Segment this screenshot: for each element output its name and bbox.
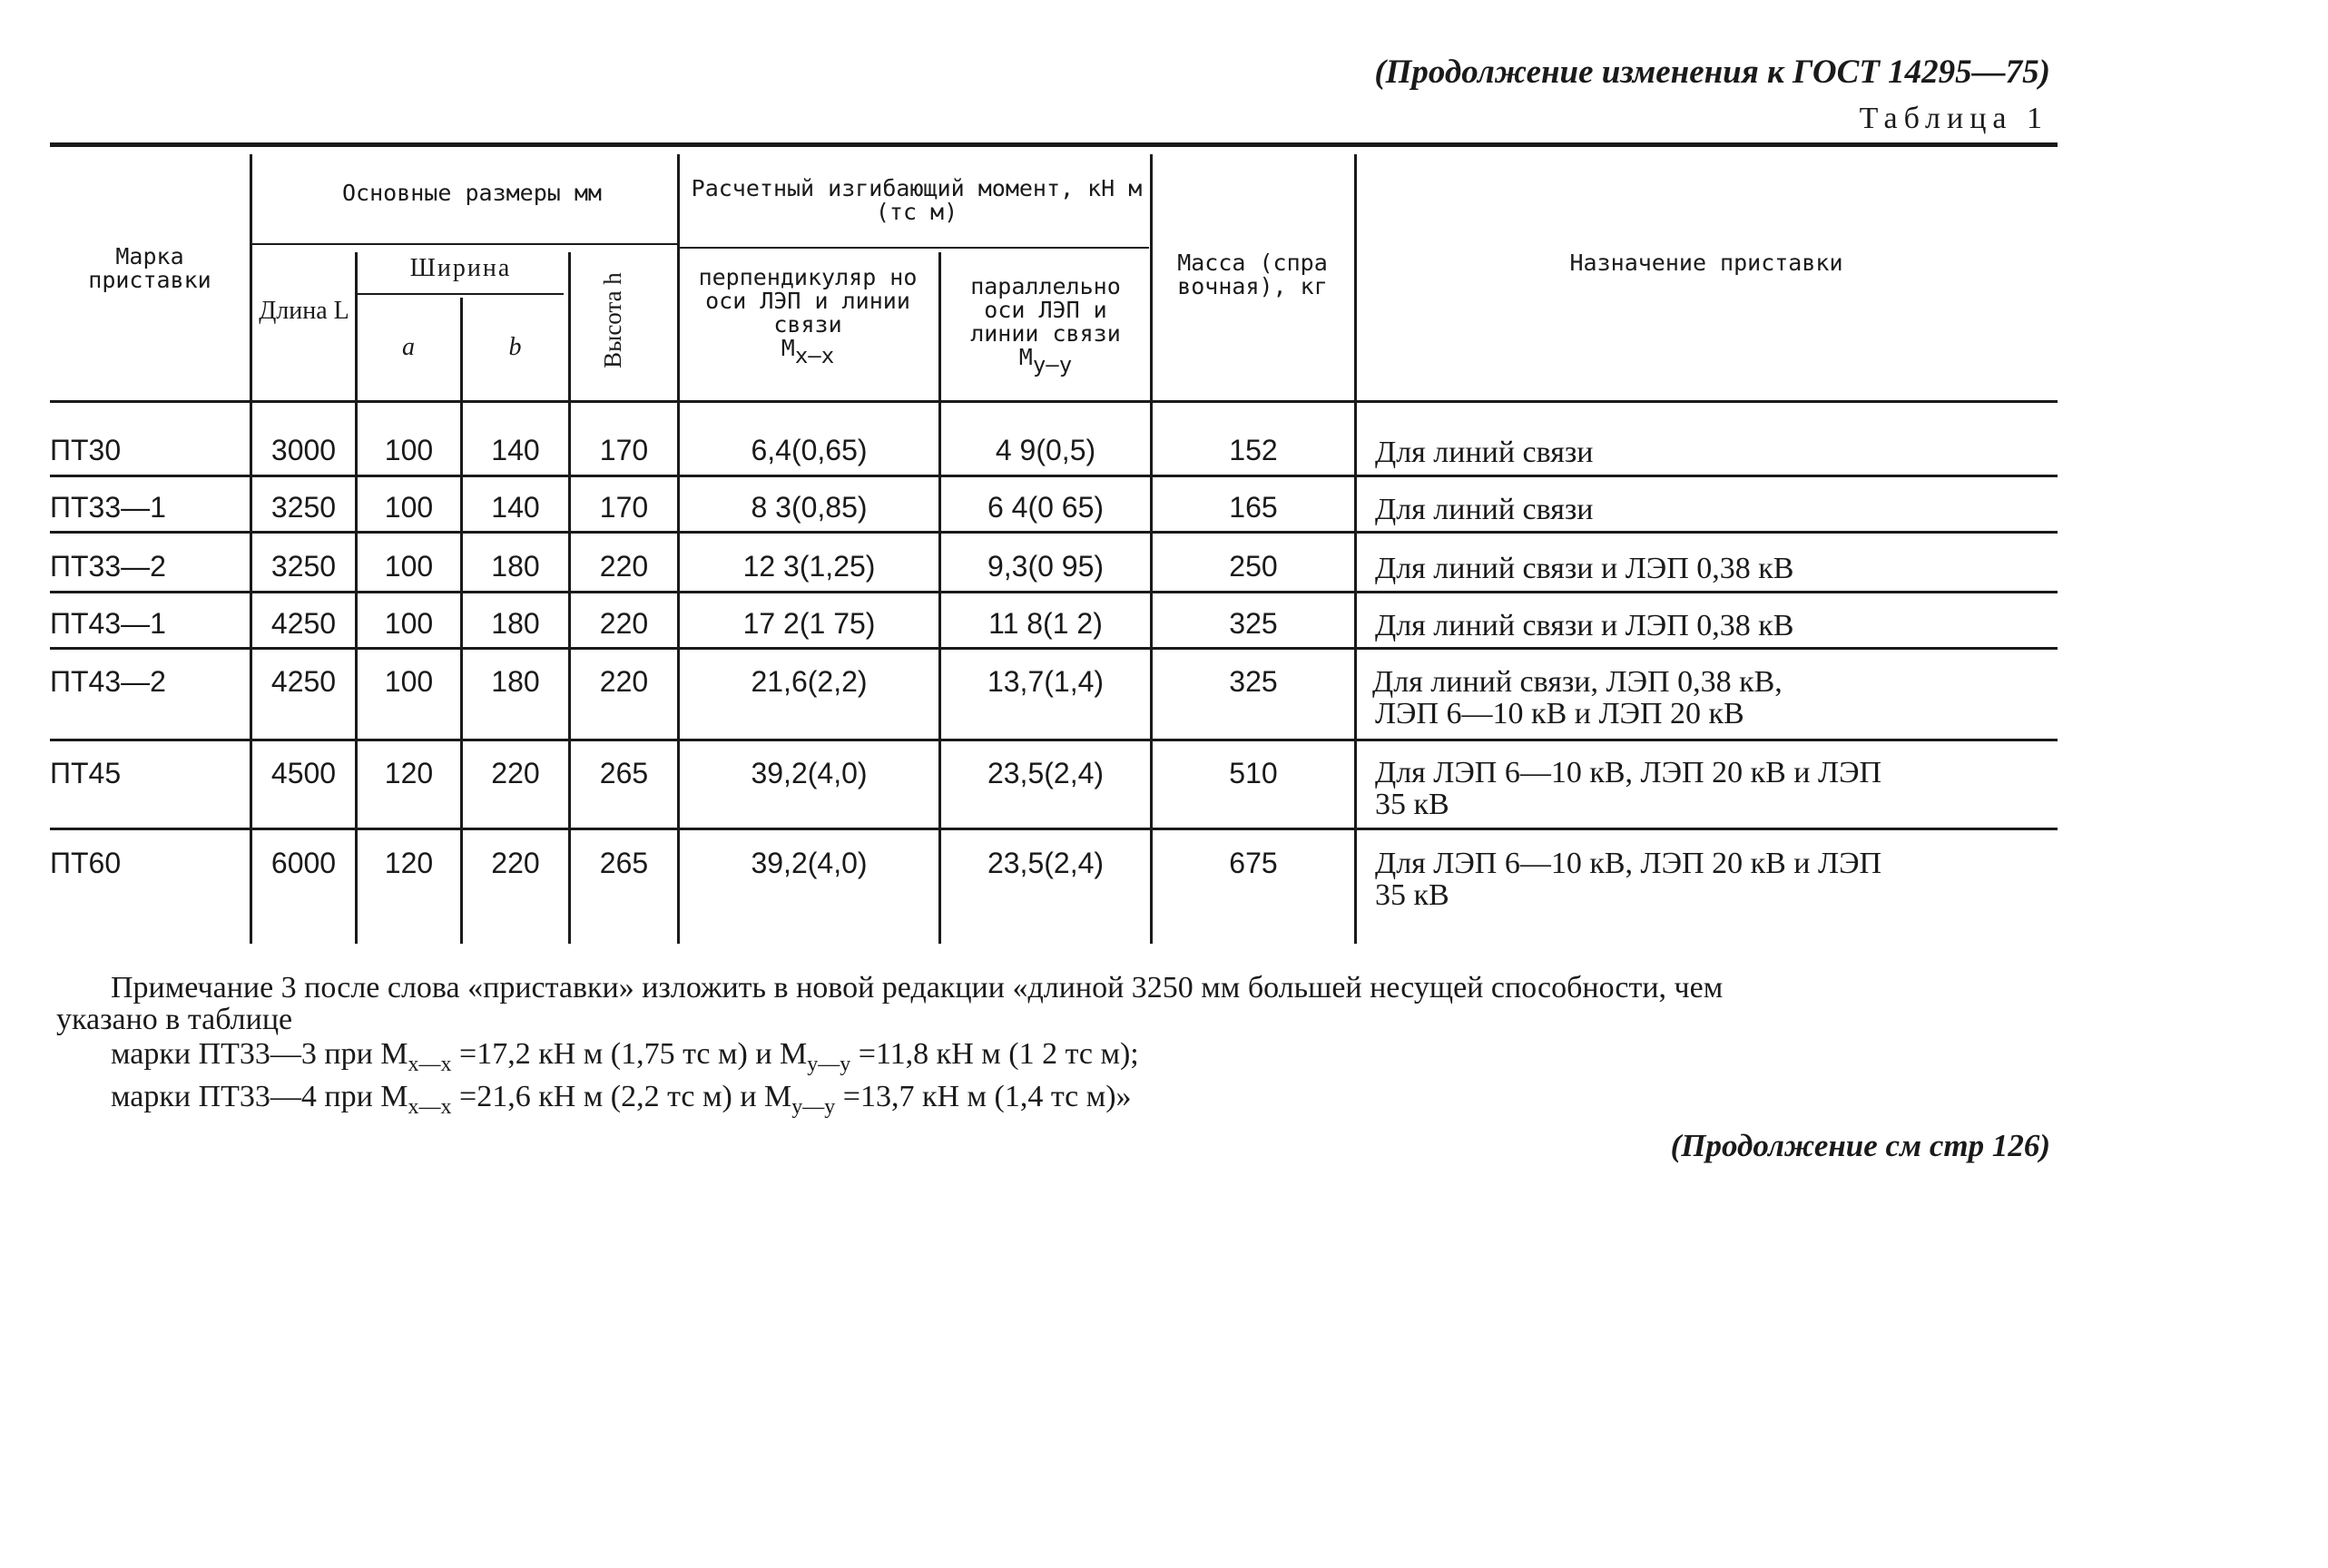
cell-b: 180	[491, 665, 540, 698]
cell-mark: ПТ30	[50, 434, 122, 466]
cell-mass: 510	[1229, 757, 1278, 789]
cell-a: 100	[384, 665, 434, 698]
cell-mx: 12 3(1,25)	[742, 550, 876, 583]
cell-purpose: Для линий связи, ЛЭП 0,38 кВ,	[1372, 665, 1783, 699]
cell-mx: 39,2(4,0)	[751, 757, 868, 789]
cell-purpose-line2: 35 кВ	[1375, 878, 1449, 912]
cell-my: 4 9(0,5)	[995, 434, 1096, 466]
cell-a: 120	[384, 847, 434, 879]
cell-mark: ПТ43—2	[50, 665, 166, 698]
col-par-text: параллельно оси ЛЭП и линии связи	[970, 273, 1121, 347]
col-moment-header: Расчетный изгибающий момент, кН м (тс м)	[691, 175, 1143, 225]
note-line-4-sub2: y—y	[791, 1095, 836, 1119]
cell-h: 170	[599, 434, 649, 466]
cell-purpose: Для линий связи и ЛЭП 0,38 кВ	[1375, 609, 1794, 642]
col-length-header: Длина L	[259, 297, 349, 325]
cell-h: 220	[599, 607, 649, 640]
cell-b: 140	[491, 491, 540, 524]
cell-purpose: Для ЛЭП 6—10 кВ, ЛЭП 20 кВ и ЛЭП	[1375, 847, 1882, 880]
col-perp-header	[685, 266, 930, 368]
cell-my: 23,5(2,4)	[987, 757, 1105, 789]
cell-purpose: Для линий связи	[1375, 493, 1594, 526]
cell-a: 100	[384, 434, 434, 466]
note-line-3-a: марки ПТ33—3 при M	[111, 1037, 408, 1071]
note-line-4-c: =13,7 кН м (1,4 тс м)»	[835, 1080, 1132, 1113]
cell-length: 4500	[270, 757, 337, 789]
cell-mx: 8 3(0,85)	[751, 491, 868, 524]
cell-h: 265	[599, 847, 649, 879]
cell-mass: 675	[1229, 847, 1278, 879]
col-a-header: a	[402, 333, 415, 361]
continuation-header: (Продолжение изменения к ГОСТ 14295—75)	[1374, 54, 2050, 91]
col-perp-text: перпендикуляр но оси ЛЭП и линии связи	[698, 264, 918, 338]
cell-my: 13,7(1,4)	[987, 665, 1105, 698]
col-par-header	[946, 275, 1145, 377]
cell-mark: ПТ43—1	[50, 607, 166, 640]
note-line-3-b: =17,2 кН м (1,75 тс м) и M	[451, 1037, 808, 1071]
cell-length: 4250	[270, 607, 337, 640]
cell-b: 220	[491, 757, 540, 789]
cell-length: 3250	[270, 491, 337, 524]
note-line-4-b: =21,6 кН м (2,2 тс м) и M	[451, 1080, 792, 1113]
note-line-4-a: марки ПТ33—4 при M	[111, 1080, 408, 1113]
cell-mass: 325	[1229, 607, 1278, 640]
col-perp-sub: x—x	[794, 343, 835, 368]
cell-mass: 325	[1229, 665, 1278, 698]
cell-h: 170	[599, 491, 649, 524]
cell-my: 23,5(2,4)	[987, 847, 1105, 879]
cell-my: 6 4(0 65)	[987, 491, 1105, 524]
cell-purpose-line2: 35 кВ	[1375, 788, 1449, 821]
note-line-3	[111, 1037, 1139, 1077]
cell-mark: ПТ60	[50, 847, 122, 879]
cell-mass: 165	[1229, 491, 1278, 524]
cell-my: 9,3(0 95)	[987, 550, 1105, 583]
cell-mx: 21,6(2,2)	[751, 665, 868, 698]
note-line-3-c: =11,8 кН м (1 2 тс м);	[850, 1037, 1139, 1071]
cell-my: 11 8(1 2)	[988, 607, 1103, 640]
cell-purpose: Для линий связи и ЛЭП 0,38 кВ	[1375, 552, 1794, 585]
cell-a: 100	[384, 491, 434, 524]
cell-length: 4250	[270, 665, 337, 698]
note-line-1: Примечание 3 после слова «приставки» изложить в новой редакции «длиной 3250 мм большей несущей способности, чем	[111, 971, 1724, 1004]
cell-a: 100	[384, 607, 434, 640]
cell-purpose: Для линий связи	[1375, 436, 1594, 469]
cell-mass: 250	[1229, 550, 1278, 583]
col-main-dims-header: Основные размеры мм	[342, 180, 602, 206]
cell-b: 220	[491, 847, 540, 879]
cell-length: 3250	[270, 550, 337, 583]
cell-mx: 6,4(0,65)	[751, 434, 868, 466]
cell-mx: 17 2(1 75)	[742, 607, 876, 640]
col-width-header: Ширина	[409, 254, 512, 282]
cell-purpose-line2: ЛЭП 6—10 кВ и ЛЭП 20 кВ	[1375, 697, 1744, 730]
cell-purpose: Для ЛЭП 6—10 кВ, ЛЭП 20 кВ и ЛЭП	[1375, 756, 1882, 789]
col-mark-header: Марка приставки	[88, 243, 211, 293]
col-perp-symbol: M	[781, 335, 795, 361]
cell-mark: ПТ33—1	[50, 491, 166, 524]
col-par-sub: y—y	[1032, 352, 1073, 377]
cell-length: 6000	[270, 847, 337, 879]
note-line-3-sub1: x—x	[408, 1053, 452, 1076]
col-par-symbol: M	[1018, 344, 1033, 370]
cell-a: 100	[384, 550, 434, 583]
table-label: Таблица 1	[1859, 102, 2048, 135]
cell-mark: ПТ45	[50, 757, 122, 789]
cell-mx: 39,2(4,0)	[751, 847, 868, 879]
note-line-4	[111, 1080, 1132, 1120]
cell-length: 3000	[270, 434, 337, 466]
cell-h: 220	[599, 550, 649, 583]
cell-b: 140	[491, 434, 540, 466]
col-purpose-header: Назначение приставки	[1569, 250, 1843, 276]
cell-b: 180	[491, 607, 540, 640]
col-height-header: Высота h	[599, 272, 626, 368]
cell-mark: ПТ33—2	[50, 550, 166, 583]
cell-b: 180	[491, 550, 540, 583]
cell-h: 220	[599, 665, 649, 698]
cell-mass: 152	[1229, 434, 1278, 466]
col-mass-header: Масса (спра вочная), кг	[1177, 250, 1328, 299]
col-b-header: b	[508, 333, 522, 361]
note-line-3-sub2: y—y	[807, 1053, 851, 1076]
continuation-footer: (Продолжение см стр 126)	[1670, 1128, 2050, 1163]
cell-a: 120	[384, 757, 434, 789]
note-line-4-sub1: x—x	[408, 1095, 452, 1119]
cell-h: 265	[599, 757, 649, 789]
note-line-2: указано в таблице	[56, 1003, 293, 1036]
